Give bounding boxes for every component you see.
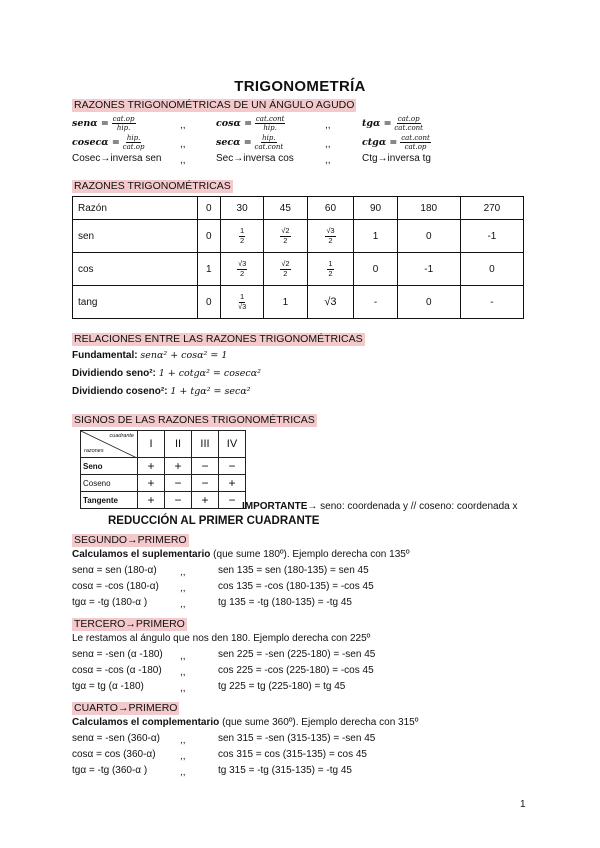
corner-cell [81, 431, 138, 458]
table-cell: $\frac{1}{√3}$ [220, 286, 263, 319]
table-cell: $\frac{1}{2}$ [220, 220, 263, 253]
table-cell: Razón [73, 197, 198, 220]
separator: ,, [180, 567, 186, 578]
inverse-sec: Sec→inversa cos [216, 153, 294, 164]
inverse-cosec: Cosec→inversa sen [72, 153, 162, 164]
table-cell: 1 [197, 253, 220, 286]
separator: ,, [325, 139, 331, 150]
table-cell: Coseno [81, 475, 138, 492]
table-cell: $\frac{√3}{2}$ [220, 253, 263, 286]
heading-cuarto: CUARTO→PRIMERO [74, 702, 178, 714]
table-cell: 1 [264, 286, 307, 319]
heading-razones-agudo: RAZONES TRIGONOMÉTRICAS DE UN ÁNGULO AGUDO [74, 99, 355, 111]
example-line: cos 315 = cos (315-135) = cos 45 [218, 749, 367, 760]
table-cell: 30 [220, 197, 263, 220]
table-cell: 0 [197, 286, 220, 319]
table-cell: 1 [354, 220, 397, 253]
separator: ,, [180, 155, 186, 166]
signs-table [80, 430, 246, 509]
important-note: IMPORTANTE→ seno: coordenada y // coseno: coordenada x [242, 501, 518, 512]
formula-sen: senα = $\frac{\text{cat.op}}{\text{hip.}}$ [72, 115, 135, 132]
rule-line: cosα = -cos (α -180) [72, 665, 162, 676]
separator: ,, [180, 735, 186, 746]
example-line: sen 135 = sen (180-135) = sen 45 [218, 565, 369, 576]
table-cell: + [138, 492, 165, 509]
rule-line: senα = -sen (α -180) [72, 649, 163, 660]
separator: ,, [325, 155, 331, 166]
table-cell: − [219, 458, 246, 475]
relation-fundamental: Fundamental: senα² + cosα² = 1 [72, 350, 228, 361]
table-cell: − [219, 492, 246, 509]
separator: ,, [180, 683, 186, 694]
table-cell: sen [73, 220, 198, 253]
separator: ,, [180, 120, 186, 131]
corner-bottom-label: razones [84, 448, 104, 454]
table-row [81, 458, 246, 475]
example-line: cos 225 = -cos (225-180) = -cos 45 [218, 665, 374, 676]
table-cell: 0 [197, 197, 220, 220]
table-cell: + [165, 458, 192, 475]
table-cell: − [192, 458, 219, 475]
separator: ,, [180, 599, 186, 610]
table-cell: + [192, 492, 219, 509]
table-cell: -1 [460, 220, 523, 253]
table-cell: + [138, 458, 165, 475]
desc-segundo: Calculamos el suplementario (que sume 180º). Ejemplo derecha con 135º [72, 549, 410, 560]
table-cell: -1 [397, 253, 460, 286]
table-cell: 0 [460, 253, 523, 286]
table-cell: 180 [397, 197, 460, 220]
table-cell: 0 [397, 220, 460, 253]
separator: ,, [180, 667, 186, 678]
rule-line: senα = -sen (360-α) [72, 733, 160, 744]
table-cell: 90 [354, 197, 397, 220]
formula-cosec: cosecα = $\frac{\text{hip.}}{\text{cat.op}}$ [72, 134, 145, 151]
rule-line: tgα = tg (α -180) [72, 681, 144, 692]
table-cell: Seno [81, 458, 138, 475]
table-cell: - [460, 286, 523, 319]
quadrant-header: IV [219, 431, 246, 458]
table-cell: 0 [197, 220, 220, 253]
table-row [73, 253, 524, 286]
formula-tg: tgα = $\frac{\text{cat.op}}{\text{cat.cont}}$ [362, 115, 423, 132]
example-line: sen 225 = -sen (225-180) = -sen 45 [218, 649, 376, 660]
relation-coseno: Dividiendo coseno²: 1 + tgα² = secα² [72, 386, 251, 397]
table-cell: cos [73, 253, 198, 286]
formula-ctg: ctgα = $\frac{\text{cat.cont}}{\text{cat.op}}$ [362, 134, 430, 151]
formula-sec: secα = $\frac{\text{hip.}}{\text{cat.cont}}$ [216, 134, 284, 151]
table-cell: √3 [307, 286, 354, 319]
desc-cuarto: Calculamos el complementario (que sume 360º). Ejemplo derecha con 315º [72, 717, 419, 728]
heading-signos: SIGNOS DE LAS RAZONES TRIGONOMÉTRICAS [74, 414, 315, 426]
heading-reduccion: REDUCCIÓN AL PRIMER CUADRANTE [108, 515, 320, 527]
table-cell: − [192, 475, 219, 492]
table-row [81, 492, 246, 509]
table-row [73, 286, 524, 319]
table-cell: 45 [264, 197, 307, 220]
table-cell: Tangente [81, 492, 138, 509]
separator: ,, [180, 583, 186, 594]
example-line: tg 315 = -tg (315-135) = -tg 45 [218, 765, 352, 776]
table-row [81, 475, 246, 492]
table-header-row [73, 197, 524, 220]
table-cell: $\frac{√2}{2}$ [264, 220, 307, 253]
quadrant-header: I [138, 431, 165, 458]
table-cell: 270 [460, 197, 523, 220]
table-cell: $\frac{1}{2}$ [307, 253, 354, 286]
formula-cos: cosα = $\frac{\text{cat.cont}}{\text{hip.}}$ [216, 115, 285, 132]
table-header-row [81, 431, 246, 458]
corner-top-label: cuadrante [109, 433, 134, 439]
separator: ,, [325, 120, 331, 131]
quadrant-header: III [192, 431, 219, 458]
rule-line: senα = sen (180-α) [72, 565, 157, 576]
rule-line: tgα = -tg (180-α ) [72, 597, 148, 608]
heading-relaciones: RELACIONES ENTRE LAS RAZONES TRIGONOMÉTRICAS [74, 333, 363, 345]
desc-tercero: Le restamos al ángulo que nos den 180. Ejemplo derecha con 225º [72, 633, 371, 644]
table-cell: − [165, 492, 192, 509]
table-row [73, 220, 524, 253]
page-title: TRIGONOMETRÍA [234, 78, 366, 95]
heading-tercero: TERCERO→PRIMERO [74, 618, 185, 630]
table-cell: - [354, 286, 397, 319]
separator: ,, [180, 767, 186, 778]
relation-seno: Dividiendo seno²: 1 + cotgα² = cosecα² [72, 368, 261, 379]
page-number: 1 [520, 799, 526, 810]
table-cell: 0 [354, 253, 397, 286]
separator: ,, [180, 751, 186, 762]
table-cell: 60 [307, 197, 354, 220]
rule-line: cosα = cos (360-α) [72, 749, 156, 760]
table-cell: $\frac{√2}{2}$ [264, 253, 307, 286]
inverse-ctg: Ctg→inversa tg [362, 153, 431, 164]
rule-line: cosα = -cos (180-α) [72, 581, 159, 592]
example-line: cos 135 = -cos (180-135) = -cos 45 [218, 581, 374, 592]
example-line: sen 315 = -sen (315-135) = -sen 45 [218, 733, 376, 744]
example-line: tg 225 = tg (225-180) = tg 45 [218, 681, 346, 692]
example-line: tg 135 = -tg (180-135) = -tg 45 [218, 597, 352, 608]
rule-line: tgα = -tg (360-α ) [72, 765, 148, 776]
trig-values-table [72, 196, 524, 319]
heading-razones-tabla: RAZONES TRIGONOMÉTRICAS [74, 180, 231, 192]
table-cell: 0 [397, 286, 460, 319]
quadrant-header: II [165, 431, 192, 458]
separator: ,, [180, 139, 186, 150]
table-cell: + [219, 475, 246, 492]
table-cell: tang [73, 286, 198, 319]
heading-segundo: SEGUNDO→PRIMERO [74, 534, 187, 546]
table-cell: − [165, 475, 192, 492]
table-cell: $\frac{√3}{2}$ [307, 220, 354, 253]
table-cell: + [138, 475, 165, 492]
separator: ,, [180, 651, 186, 662]
